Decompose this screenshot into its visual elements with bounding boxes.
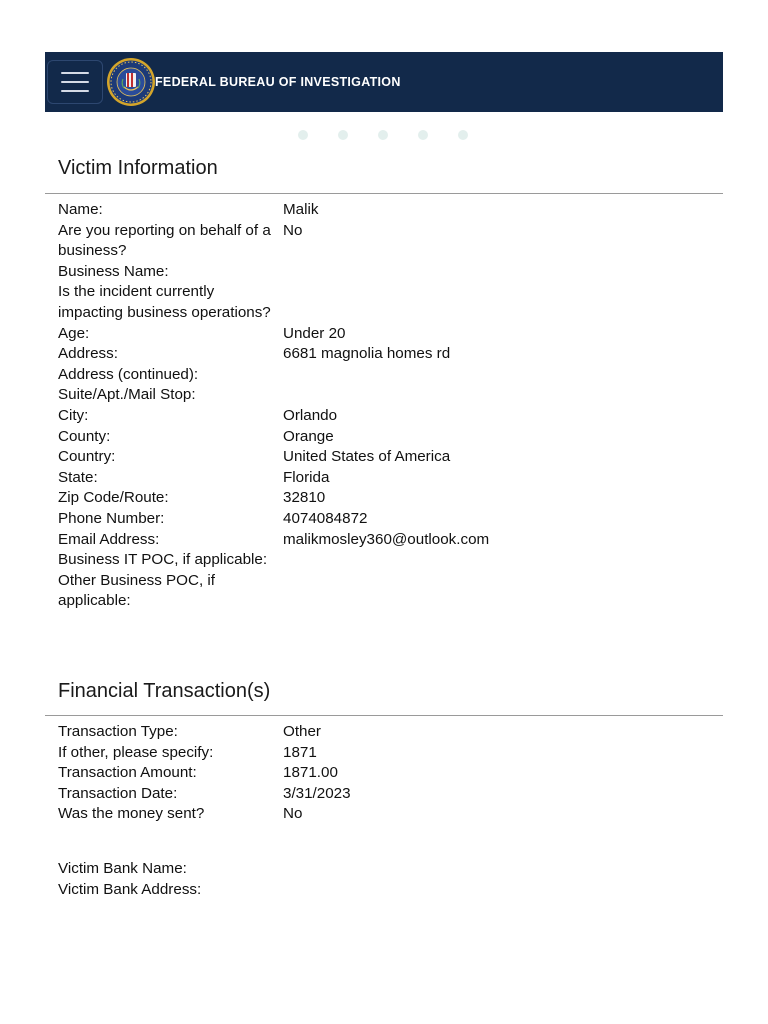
menu-bar xyxy=(61,72,89,74)
field-value xyxy=(283,262,718,283)
menu-bar xyxy=(61,90,89,92)
info-row xyxy=(58,324,718,345)
info-row xyxy=(58,880,718,901)
info-row xyxy=(58,763,718,784)
field-value: No xyxy=(283,221,303,239)
field-value xyxy=(283,385,718,406)
field-value xyxy=(283,365,718,386)
field-label: Is the incident currently impacting business operations? xyxy=(58,283,271,321)
info-row xyxy=(58,365,718,386)
field-label: Was the money sent? xyxy=(58,805,205,823)
step-dot xyxy=(418,130,428,140)
field-value: Orlando xyxy=(283,406,338,424)
field-value: Florida xyxy=(283,468,330,486)
field-label: Suite/Apt./Mail Stop: xyxy=(58,386,196,404)
step-dot xyxy=(458,130,468,140)
field-value: 3/31/2023 xyxy=(283,784,351,802)
info-row xyxy=(58,722,718,743)
field-value: 1871 xyxy=(283,743,317,761)
field-label: Other Business POC, if applicable: xyxy=(58,571,215,610)
victim-section-title: Victim Information xyxy=(58,157,218,179)
field-label: Address: xyxy=(58,345,118,363)
info-row xyxy=(58,743,718,764)
field-label: Are you reporting on behalf of a business? xyxy=(58,221,271,260)
field-value: Orange xyxy=(283,427,334,445)
financial-section-title: Financial Transaction(s) xyxy=(58,680,271,702)
info-row xyxy=(58,385,718,406)
field-value xyxy=(283,859,718,880)
field-value xyxy=(283,571,718,612)
step-dot xyxy=(338,130,348,140)
step-indicator xyxy=(0,128,768,142)
field-label: Transaction Amount: xyxy=(58,764,197,782)
info-row xyxy=(58,488,718,509)
field-label: If other, please specify: xyxy=(58,743,214,761)
victim-info-list xyxy=(58,200,718,612)
info-row xyxy=(58,859,718,880)
field-value: No xyxy=(283,805,303,823)
info-row xyxy=(58,282,718,323)
field-value: United States of America xyxy=(283,448,451,466)
field-value: malikmosley360@outlook.com xyxy=(283,530,490,548)
field-value xyxy=(283,550,718,571)
field-value: 4074084872 xyxy=(283,509,368,527)
financial-info-list xyxy=(58,722,718,825)
info-row xyxy=(58,804,718,825)
info-row xyxy=(58,200,718,221)
step-dot xyxy=(378,130,388,140)
info-row xyxy=(58,406,718,427)
section-divider xyxy=(45,715,723,716)
field-label: Address (continued): xyxy=(58,365,199,383)
field-value: 6681 magnolia homes rd xyxy=(283,345,451,363)
field-label: State: xyxy=(58,468,98,486)
field-label: Email Address: xyxy=(58,530,160,548)
info-row xyxy=(58,550,718,571)
info-row xyxy=(58,784,718,805)
field-label: Business Name: xyxy=(58,262,169,280)
section-divider xyxy=(45,193,723,194)
field-value xyxy=(283,282,718,323)
site-header xyxy=(45,52,723,112)
field-label: Country: xyxy=(58,448,116,466)
field-value: Other xyxy=(283,723,321,740)
site-title: FEDERAL BUREAU OF INVESTIGATION xyxy=(155,75,401,89)
field-label: Name: xyxy=(58,201,103,218)
field-label: City: xyxy=(58,406,89,424)
info-row xyxy=(58,509,718,530)
info-row xyxy=(58,468,718,489)
step-dot xyxy=(298,130,308,140)
field-label: Age: xyxy=(58,324,90,342)
bank-info-list xyxy=(58,859,718,900)
fbi-seal-icon xyxy=(106,57,156,107)
info-row xyxy=(58,447,718,468)
info-row xyxy=(58,427,718,448)
field-value: Malik xyxy=(283,201,319,218)
menu-bar xyxy=(61,81,89,83)
field-value: 1871.00 xyxy=(283,764,338,782)
info-row xyxy=(58,344,718,365)
field-value xyxy=(283,880,718,901)
field-value: Under 20 xyxy=(283,324,346,342)
field-label: Victim Bank Name: xyxy=(58,860,187,877)
hamburger-menu-icon[interactable] xyxy=(47,60,103,104)
field-label: Victim Bank Address: xyxy=(58,880,202,898)
field-label: Phone Number: xyxy=(58,509,165,527)
info-row xyxy=(58,571,718,612)
field-value: 32810 xyxy=(283,489,326,507)
field-label: Zip Code/Route: xyxy=(58,489,169,507)
info-row xyxy=(58,221,718,262)
field-label: Business IT POC, if applicable: xyxy=(58,551,268,569)
info-row xyxy=(58,262,718,283)
field-label: Transaction Date: xyxy=(58,784,178,802)
field-label: Transaction Type: xyxy=(58,723,178,740)
info-row xyxy=(58,530,718,551)
field-label: County: xyxy=(58,427,111,445)
